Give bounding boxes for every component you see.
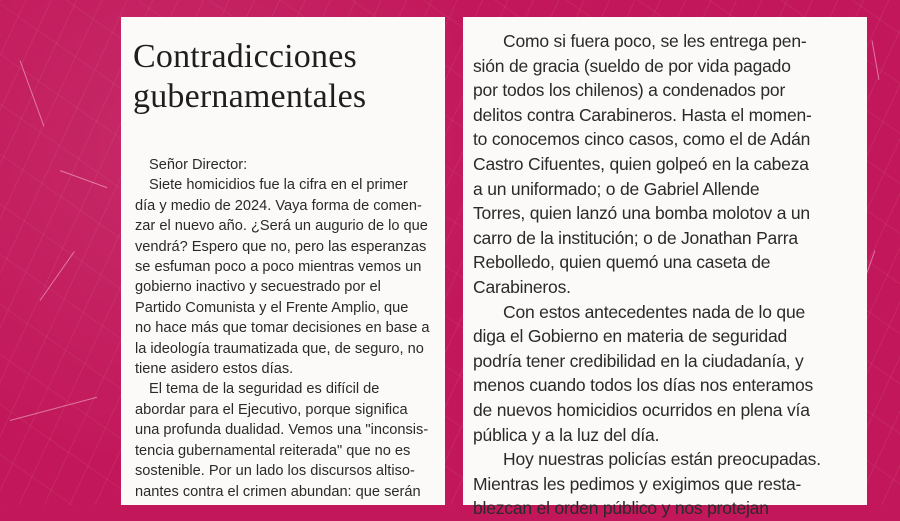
headline [133,37,445,117]
text-line: Mientras les pedimos y exigimos que resta- [473,473,802,494]
text-line: blezcan el orden público y nos protejan [473,498,769,519]
text-line: gobierno inactivo y secuestrado por el [135,279,381,296]
headline-line: Contradicciones [133,38,357,75]
text-line: Con estos antecedentes nada de lo que [503,301,806,322]
text-line: no hace más que tomar decisiones en base a [135,320,430,337]
text-line: nantes contra el crimen abundan: que serán [135,483,421,500]
letter-body-right [473,29,865,521]
text-line: de nuevos homicidios ocurridos en plena vía [473,399,810,420]
text-line: tencia gubernamental reiterada" que no es [135,442,411,459]
letter-clipping-left [121,17,445,505]
text-line: tiene asidero estos días. [135,361,294,378]
text-line: la ideología traumatizada que, de seguro, no [135,340,424,357]
text-line: diga el Gobierno en materia de seguridad [473,326,788,347]
text-line: Castro Cifuentes, quien golpeó en la cabeza [473,153,809,174]
text-line: por todos los chilenos) a condenados por [473,80,786,101]
text-line: Siete homicidios fue la cifra en el primer [149,177,408,194]
text-line: una profunda dualidad. Vemos una "inconsis- [135,422,429,439]
text-line: Rebolledo, quien quemó una caseta de [473,252,771,273]
text-line: abordar para el Ejecutivo, porque significa [135,401,408,418]
headline-line: gubernamentales [133,78,367,115]
text-line: día y medio de 2024. Vaya forma de comen- [135,197,422,214]
salutation: Señor Director: [149,157,248,173]
text-line: zar el nuevo año. ¿Será un augurio de lo que [135,218,428,235]
text-line: Torres, quien lanzó una bomba molotov a un [473,203,810,224]
text-line: sión de gracia (sueldo de por vida pagado [473,55,791,76]
text-line: sostenible. Por un lado los discursos altiso- [135,463,415,480]
text-line: to conocemos cinco casos, como el de Adán [473,129,811,150]
text-line: a un uniformado; o de Gabriel Allende [473,178,760,199]
text-line: Como si fuera poco, se les entrega pen- [503,31,807,51]
text-line: Partido Comunista y el Frente Amplio, que [135,299,409,316]
letter-clipping-right [463,17,867,519]
text-line: Hoy nuestras policías están preocupadas. [503,449,821,470]
text-line: Carabineros. [473,276,571,297]
text-line: El tema de la seguridad es difícil de [149,381,380,398]
text-line: se esfuman poco a poco mientras vemos un [135,259,422,276]
text-line: podría tener credibilidad en la ciudadanía, y [473,350,804,371]
text-line: carro de la institución; o de Jonathan Parra [473,227,798,248]
text-line: menos cuando todos los días nos enteramos [473,375,814,396]
text-line: vendrá? Espero que no, pero las esperanzas [135,238,427,255]
text-line: delitos contra Carabineros. Hasta el momen- [473,104,812,125]
letter-body-left [135,155,435,502]
text-line: pública y a la luz del día. [473,424,660,445]
